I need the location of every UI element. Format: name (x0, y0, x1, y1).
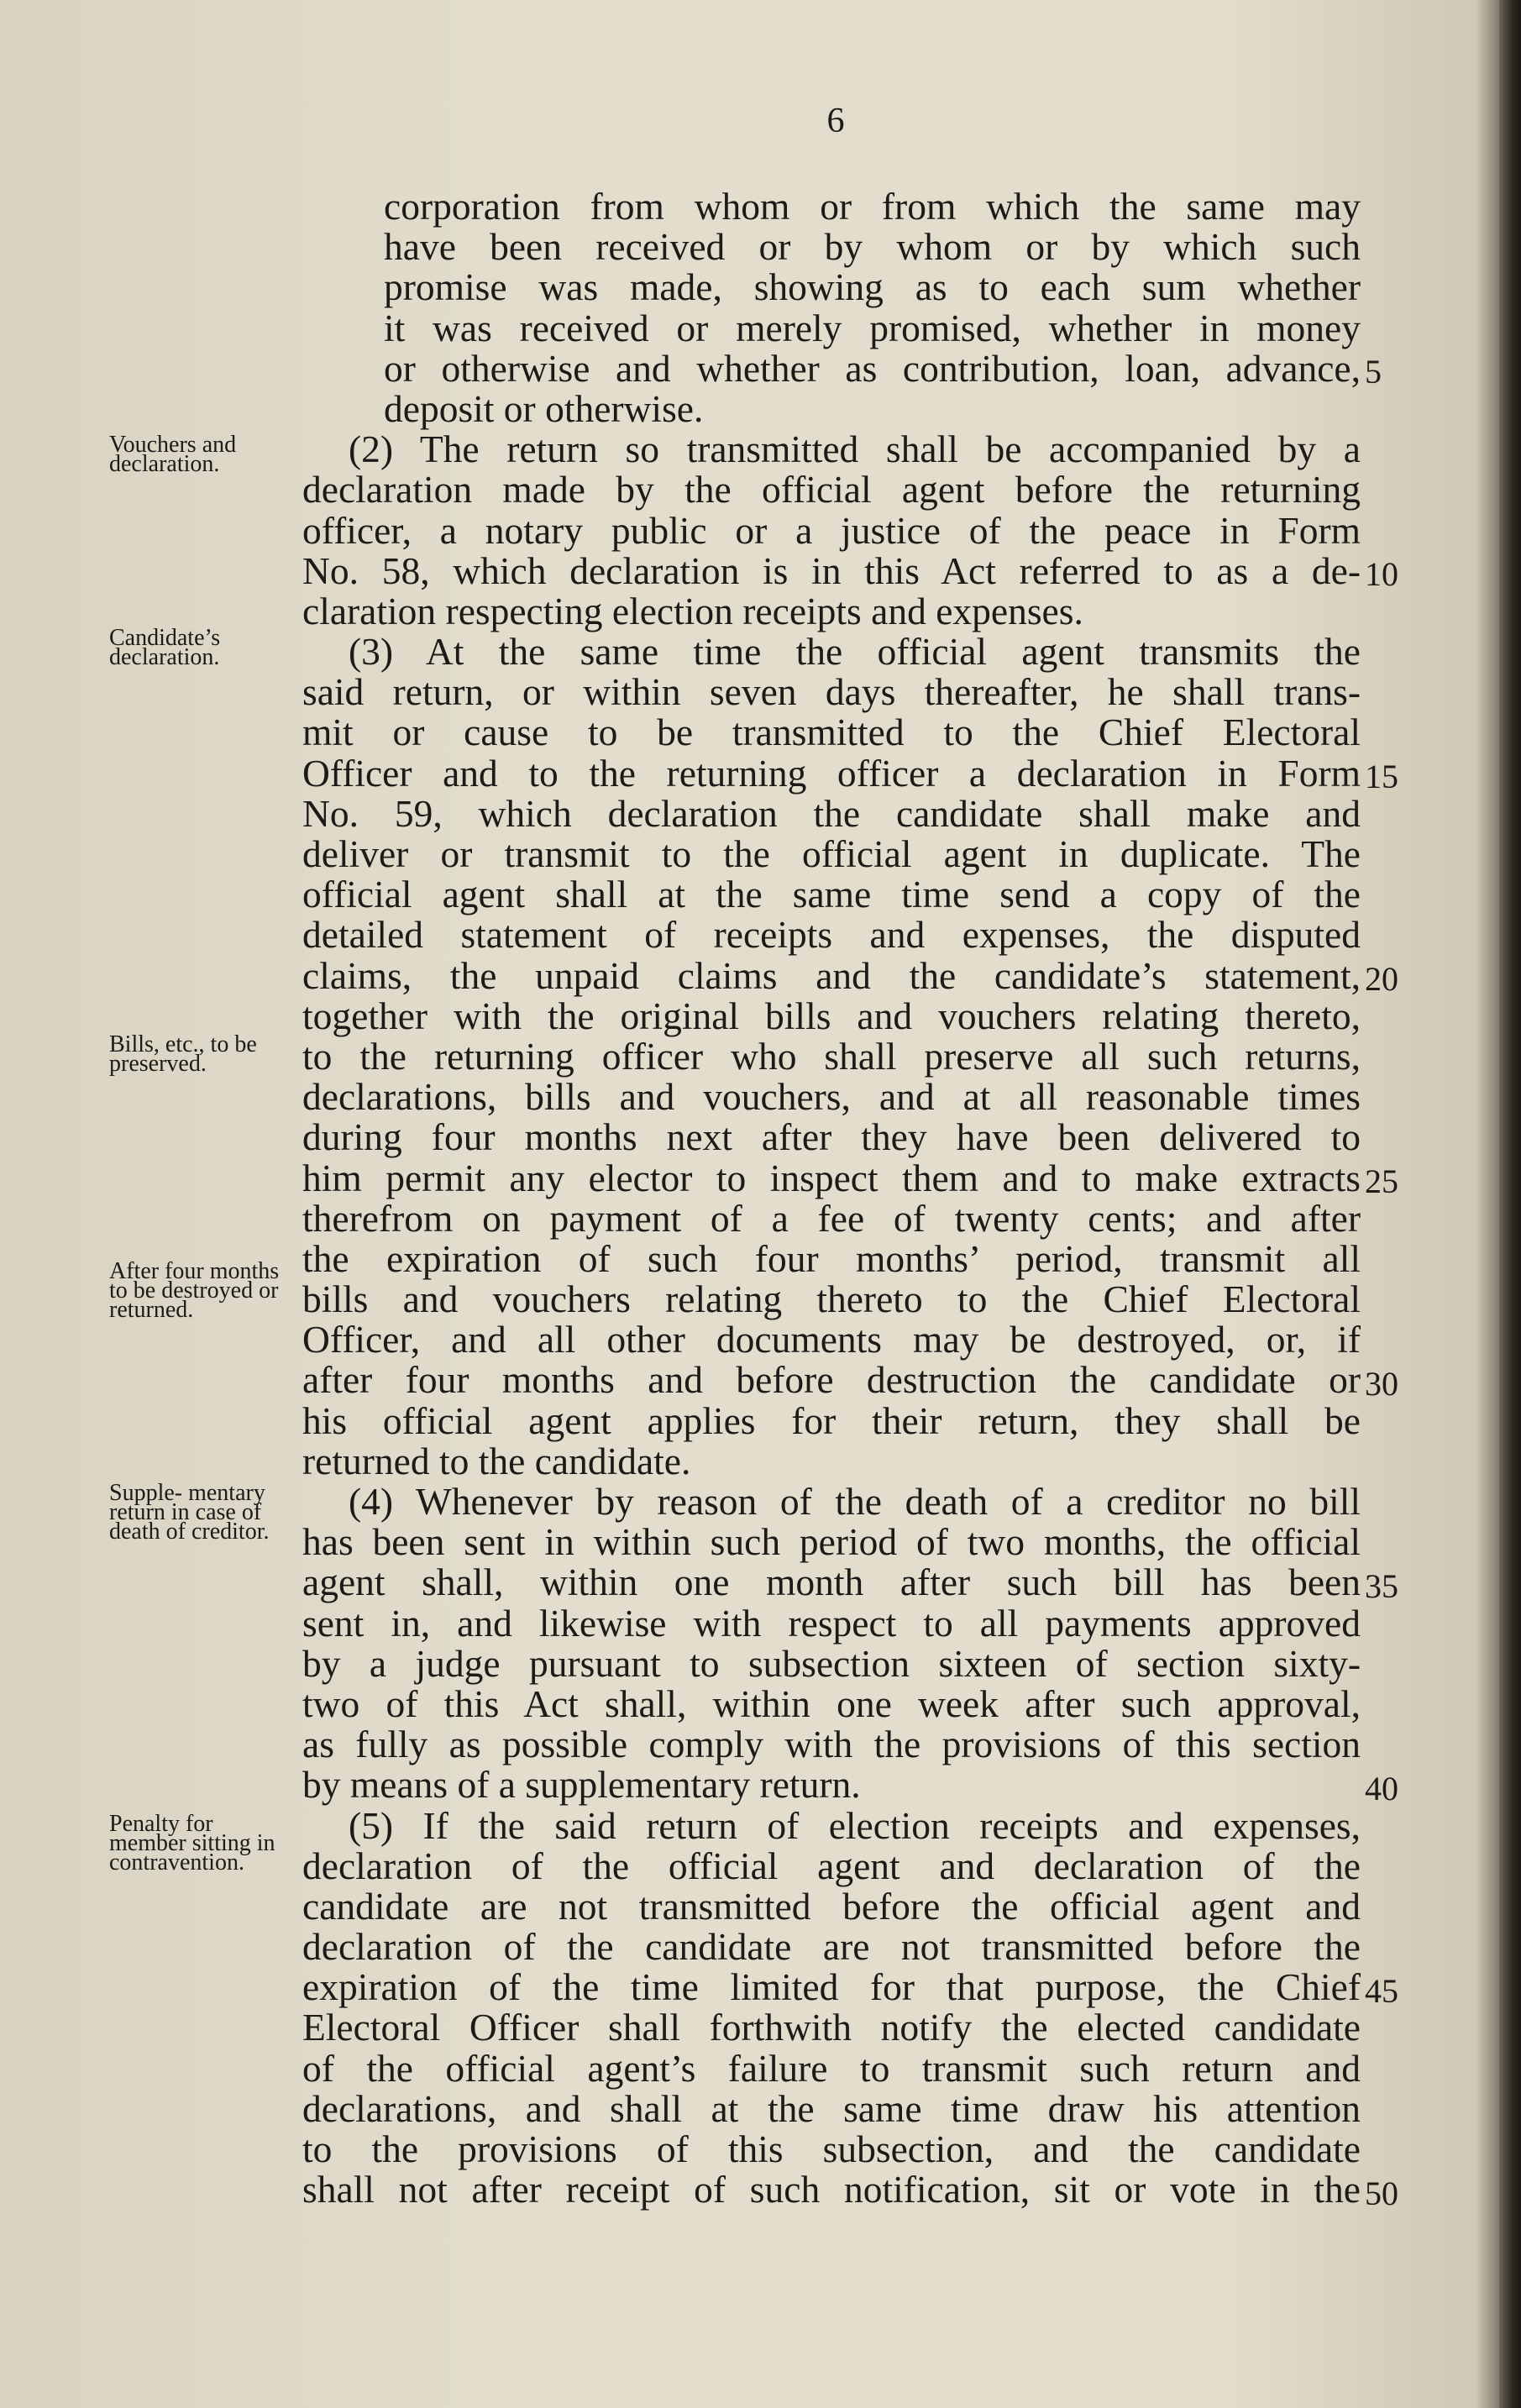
text-line: together with the original bills and vouchers relating thereto, (302, 994, 1361, 1037)
margin-note-supplementary-return: Supple- mentary return in case of death of creditor. (109, 1480, 270, 1545)
text-line: by a judge pursuant to subsection sixteen of section sixty- (302, 1641, 1361, 1685)
text-line: candidate are not transmitted before the official agent and (302, 1884, 1361, 1928)
line-number: 5 (1365, 353, 1382, 391)
text-line: (3) At the same time the official agent transmits the (349, 630, 1361, 674)
line-number: 35 (1365, 1567, 1398, 1605)
text-line: sent in, and likewise with respect to all payments approved (302, 1601, 1361, 1645)
text-line: or otherwise and whether as contribution, loan, advance, (384, 346, 1361, 390)
text-line: deliver or transmit to the official agent in duplicate. The (302, 832, 1361, 875)
text-line: him permit any elector to inspect them and to make extracts (302, 1156, 1361, 1199)
page-number: 6 (826, 102, 845, 140)
text-line: during four months next after they have been delivered to (302, 1115, 1361, 1159)
text-line: expiration of the time limited for that purpose, the Chief (302, 1965, 1361, 2009)
text-line: after four months and before destruction the candidate or (302, 1358, 1361, 1402)
text-line: agent shall, within one month after such bill has been (302, 1561, 1361, 1604)
line-number: 45 (1365, 1972, 1398, 2010)
text-line: (2) The return so transmitted shall be accompanied by a (349, 428, 1361, 471)
text-line: declaration of the official agent and declaration of the (302, 1844, 1361, 1887)
text-line: detailed statement of receipts and expenses, the disputed (302, 913, 1361, 957)
line-number: 30 (1365, 1365, 1398, 1403)
line-number: 20 (1365, 960, 1398, 998)
text-line: two of this Act shall, within one week after such approval, (302, 1681, 1361, 1725)
text-line: shall not after receipt of such notification, sit or vote in the (302, 2168, 1361, 2211)
text-line: claration respecting election receipts and expenses. (302, 589, 1083, 632)
text-line: deposit or otherwise. (384, 386, 704, 430)
text-line: as fully as possible comply with the provisions of this section (302, 1723, 1361, 1766)
text-line: have been received or by whom or by which such (384, 225, 1361, 269)
text-line: No. 59, which declaration the candidate shall make and (302, 791, 1361, 835)
text-line: declaration of the candidate are not transmitted before the (302, 1925, 1361, 1969)
text-line: the expiration of such four months’ period, transmit all (302, 1236, 1361, 1280)
text-line: official agent shall at the same time send a copy of the (302, 873, 1361, 916)
line-number: 50 (1365, 2175, 1398, 2212)
text-line: to the provisions of this subsection, and the candidate (302, 2127, 1361, 2170)
text-line: his official agent applies for their return, they shall be (302, 1398, 1361, 1442)
margin-note-bills-preserved: Bills, etc., to be preserved. (109, 1031, 257, 1077)
text-line: declarations, and shall at the same time draw his attention (302, 2086, 1361, 2130)
text-line: Officer and to the returning officer a declaration in Form (302, 751, 1361, 795)
text-line: Officer, and all other documents may be destroyed, or, if (302, 1318, 1361, 1361)
text-line: returned to the candidate. (302, 1439, 691, 1482)
margin-note-destroyed-returned: After four months to be destroyed or returned. (109, 1258, 280, 1323)
margin-note-penalty: Penalty for member sitting in contravention. (109, 1811, 275, 1876)
text-line: bills and vouchers relating thereto to the Chief Electoral (302, 1277, 1361, 1321)
text-line: officer, a notary public or a justice of the peace in Form (302, 508, 1361, 552)
margin-note-vouchers: Vouchers and declaration. (109, 432, 237, 477)
text-line: (4) Whenever by reason of the death of a creditor no bill (349, 1480, 1361, 1523)
text-line: has been sent in within such period of two months, the official (302, 1520, 1361, 1564)
text-line: to the returning officer who shall preserve all such returns, (302, 1034, 1361, 1078)
margin-note-candidate-declaration: Candidate’s declaration. (109, 625, 221, 670)
text-line: therefrom on payment of a fee of twenty cents; and after (302, 1196, 1361, 1240)
text-line: claims, the unpaid claims and the candidate’s statement, (302, 953, 1361, 997)
text-line: mit or cause to be transmitted to the Chief Electoral (302, 711, 1361, 754)
line-number: 25 (1365, 1162, 1398, 1200)
text-line: corporation from whom or from which the same may (384, 185, 1361, 228)
page-binding-edge (1499, 0, 1521, 2408)
text-line: Electoral Officer shall forthwith notify the elected candidate (302, 2006, 1361, 2049)
text-line: declaration made by the official agent before the returning (302, 468, 1361, 512)
text-line: promise was made, showing as to each sum whether (384, 265, 1361, 309)
text-line: (5) If the said return of election receipts and expenses, (349, 1803, 1361, 1847)
line-number: 15 (1365, 758, 1398, 795)
text-line: said return, or within seven days thereafter, he shall trans- (302, 670, 1361, 714)
text-line: it was received or merely promised, whether in money (384, 306, 1361, 349)
text-line: No. 58, which declaration is in this Act referred to as a de- (302, 548, 1361, 592)
statute-body-text (302, 186, 1361, 2210)
text-line: declarations, bills and vouchers, and at all reasonable times (302, 1075, 1361, 1119)
text-line: by means of a supplementary return. (302, 1763, 861, 1807)
text-line: of the official agent’s failure to transmit such return and (302, 2046, 1361, 2090)
line-number: 10 (1365, 555, 1398, 593)
line-number: 40 (1365, 1770, 1398, 1807)
